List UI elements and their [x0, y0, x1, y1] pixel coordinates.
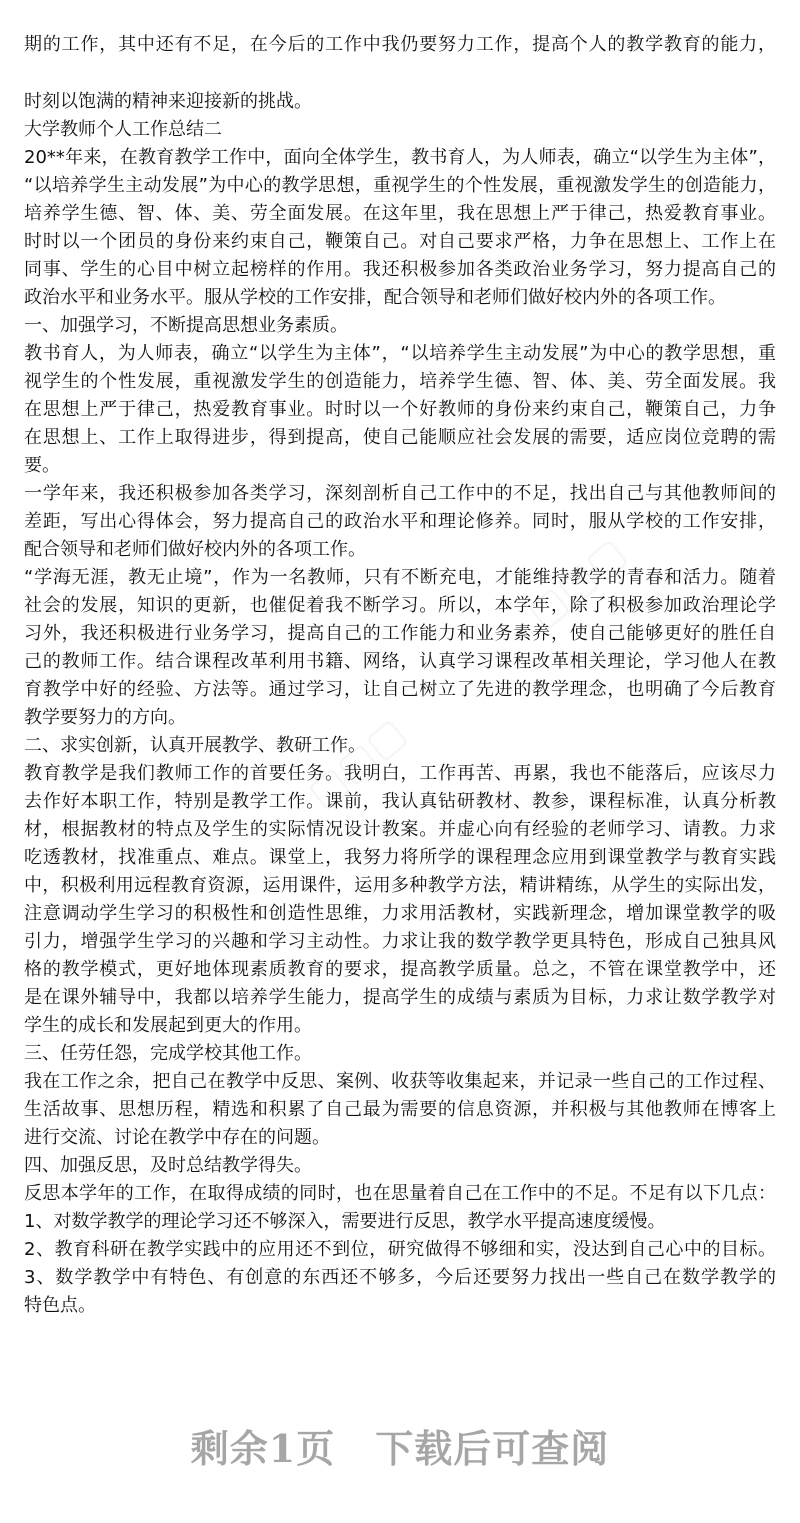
paragraph	[24, 31, 776, 59]
text-line: 教书育人，为人师表，确立“以学生为主体”，“以培养学生主动发展”为中心的教学思想，重	[24, 343, 776, 364]
text-line: 中，积极利用远程教育资源，运用课件，运用多种教学方法，精讲精练，从学生的实际出发，	[24, 875, 776, 896]
paragraph	[24, 116, 776, 144]
text-line: 注意调动学生学习的积极性和创造性思维，力求用活教材，实践新理念，增加课堂教学的吸	[24, 903, 776, 924]
text-line: 同事、学生的心目中树立起榜样的作用。我还积极参加各类政治业务学习，努力提高自己的	[24, 259, 776, 280]
text-line: 一学年来，我还积极参加各类学习，深刻剖析自己工作中的不足，找出自己与其他教师间的	[24, 483, 776, 504]
text-line: 2、教育科研在教学实践中的应用还不到位，研究做得不够细和实，没达到自己心中的目标。	[24, 1239, 776, 1260]
text-line: 教学要努力的方向。	[24, 707, 186, 728]
text-line: 四、加强反思，及时总结教学得失。	[24, 1155, 312, 1176]
paragraph	[24, 564, 776, 732]
paragraph	[24, 760, 776, 1040]
text-line: 在思想上严于律己，热爱教育事业。时时以一个好教师的身份来约束自己，鞭策自己，力争	[24, 399, 776, 420]
text-line: 时刻以饱满的精神来迎接新的挑战。	[24, 91, 312, 112]
text-line: 20**年来，在教育教学工作中，面向全体学生，教书育人，为人师表，确立“以学生为主体”，	[24, 147, 776, 168]
text-line: 三、任劳任怨，完成学校其他工作。	[24, 1043, 312, 1064]
text-line: “以培养学生主动发展”为中心的教学思想，重视学生的个性发展，重视激发学生的创造能力，	[24, 175, 776, 196]
text-line: 社会的发展，知识的更新，也催促着我不断学习。所以，本学年，除了积极参加政治理论学	[24, 595, 776, 616]
paragraph	[24, 144, 776, 312]
text-line: 我在工作之余，把自己在教学中反思、案例、收获等收集起来，并记录一些自己的工作过程、	[24, 1071, 776, 1092]
text-line: 材，根据教材的特点及学生的实际情况设计教案。并虚心向有经验的老师学习、请教。力求	[24, 819, 776, 840]
download-banner[interactable]	[0, 1418, 800, 1473]
text-line: 进行交流、讨论在教学中存在的问题。	[24, 1127, 330, 1148]
text-line: 生活故事、思想历程，精选和积累了自己最为需要的信息资源，并积极与其他教师在博客上	[24, 1099, 776, 1120]
text-line: 反思本学年的工作，在取得成绩的同时，也在思量着自己在工作中的不足。不足有以下几点：	[24, 1183, 776, 1204]
text-line: 学生的成长和发展起到更大的作用。	[24, 1015, 312, 1036]
text-line: 政治水平和业务水平。服从学校的工作安排，配合领导和老师们做好校内外的各项工作。	[24, 287, 726, 308]
text-line: 二、求实创新，认真开展教学、教研工作。	[24, 735, 366, 756]
cut-off-line	[24, 0, 776, 6]
paragraph	[24, 1040, 776, 1068]
paragraph	[24, 732, 776, 760]
text-line: 育教学中好的经验、方法等。通过学习，让自己树立了先进的教学理念，也明确了今后教育	[24, 679, 776, 700]
text-line: 引力，增强学生学习的兴趣和学习主动性。力求让我的数学教学更具特色，形成自己独具风	[24, 931, 776, 952]
text-line: 3、数学教学中有特色、有创意的东西还不够多，今后还要努力找出一些自己在数学教学的	[24, 1267, 776, 1288]
paragraph	[24, 88, 776, 116]
paragraph	[24, 340, 776, 480]
text-line: 要。	[24, 455, 60, 476]
text-line: “学海无涯，教无止境”，作为一名教师，只有不断充电，才能维持教学的青春和活力。随着	[24, 567, 776, 588]
document-body	[24, 31, 776, 1320]
paragraph	[24, 1208, 776, 1236]
text-line: 大学教师个人工作总结二	[24, 119, 222, 140]
text-line: 时时以一个团员的身份来约束自己，鞭策自己。对自己要求严格，力争在思想上、工作上在	[24, 231, 776, 252]
remaining-pages-label: 剩余1页	[190, 1426, 336, 1471]
text-line: 差距，写出心得体会，努力提高自己的政治水平和理论修养。同时，服从学校的工作安排，	[24, 511, 776, 532]
paragraph	[24, 1236, 776, 1264]
paragraph	[24, 1264, 776, 1320]
paragraph	[24, 480, 776, 564]
text-line: 去作好本职工作，特别是教学工作。课前，我认真钻研教材、教参，课程标准，认真分析教	[24, 791, 776, 812]
text-line: 是在课外辅导中，我都以培养学生能力，提高学生的成绩与素质为目标，力求让数学教学对	[24, 987, 776, 1008]
text-line: 期的工作，其中还有不足，在今后的工作中我仍要努力工作，提高个人的教学教育的能力，	[24, 34, 776, 55]
text-line: 配合领导和老师们做好校内外的各项工作。	[24, 539, 366, 560]
download-to-read-label[interactable]: 下载后可查阅	[375, 1426, 610, 1471]
text-line: 格的教学模式，更好地体现素质教育的要求，提高教学质量。总之，不管在课堂教学中，还	[24, 959, 776, 980]
text-line: 视学生的个性发展，重视激发学生的创造能力，培养学生德、智、体、美、劳全面发展。我	[24, 371, 776, 392]
text-line: 特色点。	[24, 1295, 96, 1316]
paragraph	[24, 1068, 776, 1152]
paragraph	[24, 1152, 776, 1180]
text-line: 培养学生德、智、体、美、劳全面发展。在这年里，我在思想上严于律己，热爱教育事业。	[24, 203, 776, 224]
paragraph	[24, 312, 776, 340]
text-line: 教育教学是我们教师工作的首要任务。我明白，工作再苦、再累，我也不能落后，应该尽力	[24, 763, 776, 784]
spacer	[24, 59, 776, 88]
text-line: 己的教师工作。结合课程改革利用书籍、网络，认真学习课程改革相关理论，学习他人在教	[24, 651, 776, 672]
text-line: 在思想上、工作上取得进步，得到提高，使自己能顺应社会发展的需要，适应岗位竞聘的需	[24, 427, 776, 448]
text-line: 一、加强学习，不断提高思想业务素质。	[24, 315, 348, 336]
text-line: 1、对数学教学的理论学习还不够深入，需要进行反思，教学水平提高速度缓慢。	[24, 1211, 666, 1232]
paragraph	[24, 1180, 776, 1208]
text-line: 习外，我还积极进行业务学习，提高自己的工作能力和业务素养，使自己能够更好的胜任自	[24, 623, 776, 644]
text-line: 吃透教材，找准重点、难点。课堂上，我努力将所学的课程理念应用到课堂教学与教育实践	[24, 847, 776, 868]
